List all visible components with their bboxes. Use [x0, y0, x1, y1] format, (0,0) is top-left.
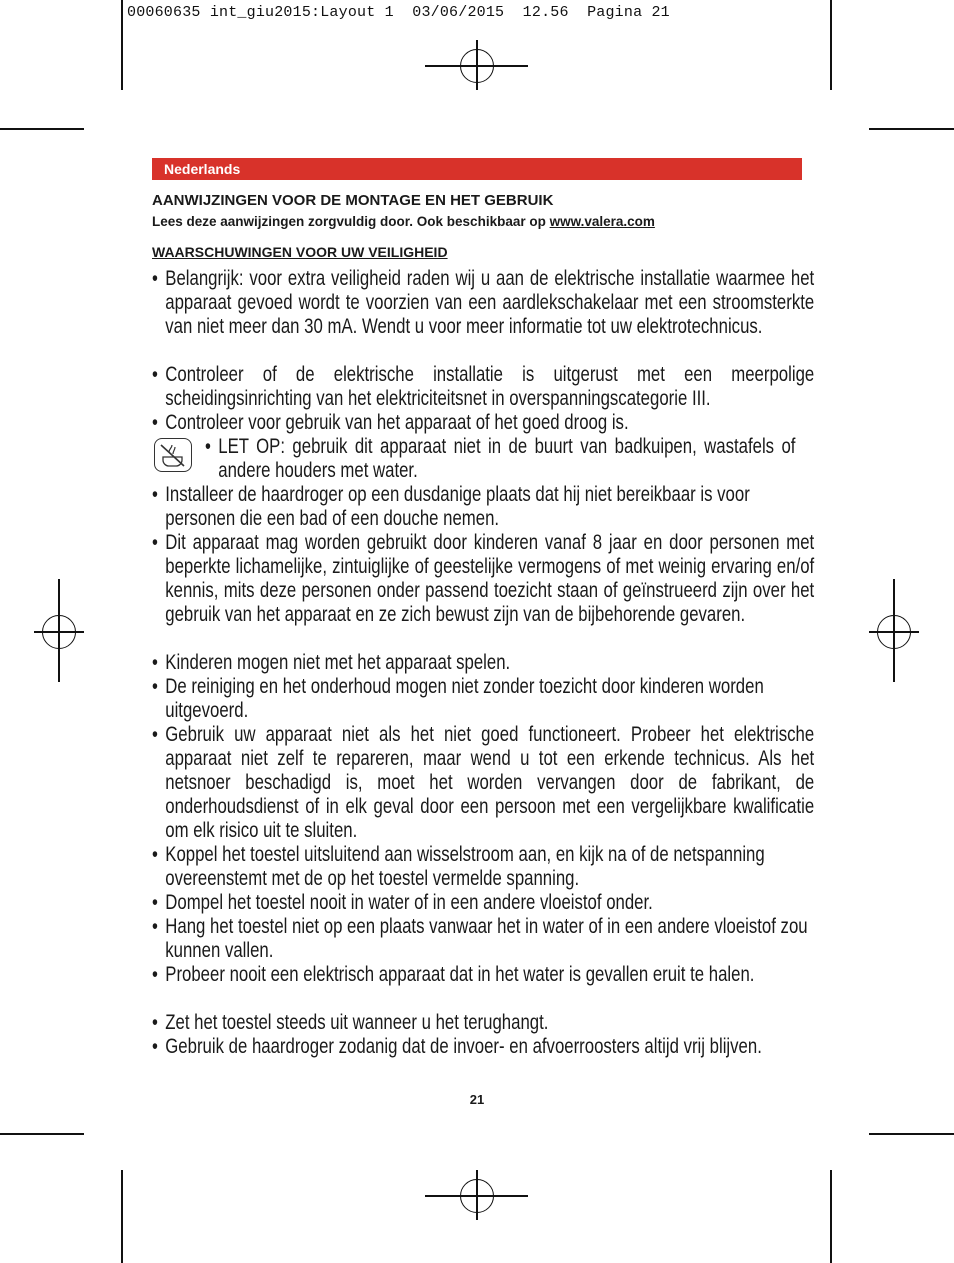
list-item: • Controleer of de elektrische installatie is uitgerust met een meerpolige scheidingsinrichting van het elektriciteitsnet in overspanningscategorie III. — [152, 362, 815, 411]
website-link[interactable]: www.valera.com — [549, 214, 655, 229]
subtitle — [152, 214, 655, 229]
crop-mark — [869, 1133, 954, 1135]
list-item: • Gebruik uw apparaat niet als het niet goed functioneert. Probeer het elektrische apparaat niet zelf te repareren, maar wend u tot een erkende technicus. Als het netsnoer beschadigd is, moet het worden vervangen door de fabrikant, de onderhoudsdienst of in elk geval door een persoon met een vergelijkbare kwalificatie om elk risico uit te sluiten. — [152, 722, 815, 843]
print-slug: 00060635 int_giu2015:Layout 1 03/06/2015 12.56 Pagina 21 — [127, 4, 670, 21]
page-title: AANWIJZINGEN VOOR DE MONTAGE EN HET GEBRUIK — [152, 192, 554, 209]
list-item: • Koppel het toestel uitsluitend aan wisselstroom aan, en kijk na of de netspanning overeenstemt met de op het toestel vermelde spanning. — [152, 842, 765, 891]
crop-mark — [830, 1170, 832, 1263]
list-item: • Dompel het toestel nooit in water of in een andere vloeistof onder. — [152, 890, 653, 914]
crop-mark — [121, 1170, 123, 1263]
subtitle-text: Lees deze aanwijzingen zorgvuldig door. Ook beschikbaar op — [152, 214, 550, 229]
list-item: • Probeer nooit een elektrisch apparaat dat in het water is gevallen eruit te halen. — [152, 962, 755, 986]
list-item-warning — [152, 434, 802, 482]
crop-mark — [0, 128, 84, 130]
no-water-near-bath-icon — [154, 438, 192, 472]
list-item: • Kinderen mogen niet met het apparaat spelen. — [152, 650, 511, 674]
list-item: • Gebruik de haardroger zodanig dat de invoer- en afvoerroosters altijd vrij blijven. — [152, 1034, 762, 1058]
language-bar: Nederlands — [152, 158, 802, 180]
list-item: • Dit apparaat mag worden gebruikt door kinderen vanaf 8 jaar en door personen met beperkte lichamelijke, zintuiglijke of geestelijke vermogens of met weinig ervaring en/of kennis, mits deze personen onder passend toezicht staan of geïnstrueerd zijn over het gebruik van het apparaat en ze zich bewust zijn van de bijbehorende gevaren. — [152, 530, 815, 627]
list-item: • Zet het toestel steeds uit wanneer u het terughangt. — [152, 1010, 549, 1034]
crop-mark — [830, 0, 832, 90]
list-item: • LET OP: gebruik dit apparaat niet in de buurt van badkuipen, wastafels of andere houders met water. — [205, 434, 796, 483]
section-title: WAARSCHUWINGEN VOOR UW VEILIGHEID — [152, 244, 448, 260]
list-item: • Installeer de haardroger op een dusdanige plaats dat hij niet bereikbaar is voor personen die een bad of een douche nemen. — [152, 482, 750, 531]
list-item: • De reiniging en het onderhoud mogen niet zonder toezicht door kinderen worden uitgevoerd. — [152, 674, 764, 723]
list-item: • Hang het toestel niet op een plaats vanwaar het in water of in een andere vloeistof zou kunnen vallen. — [152, 914, 808, 963]
list-item: • Controleer voor gebruik van het apparaat of het goed droog is. — [152, 410, 629, 434]
safety-list — [152, 266, 815, 1082]
page-number: 21 — [469, 1092, 485, 1107]
crop-mark — [869, 128, 954, 130]
crop-mark — [0, 1133, 84, 1135]
crop-mark — [121, 0, 123, 90]
list-item: • Belangrijk: voor extra veiligheid raden wij u aan de elektrische installatie waarmee het apparaat gevoed wordt te voorzien van een aardlekschakelaar met een stroomsterkte van niet meer dan 30 mA. Wendt u voor meer informatie tot uw elektrotechnicus. — [152, 266, 815, 339]
